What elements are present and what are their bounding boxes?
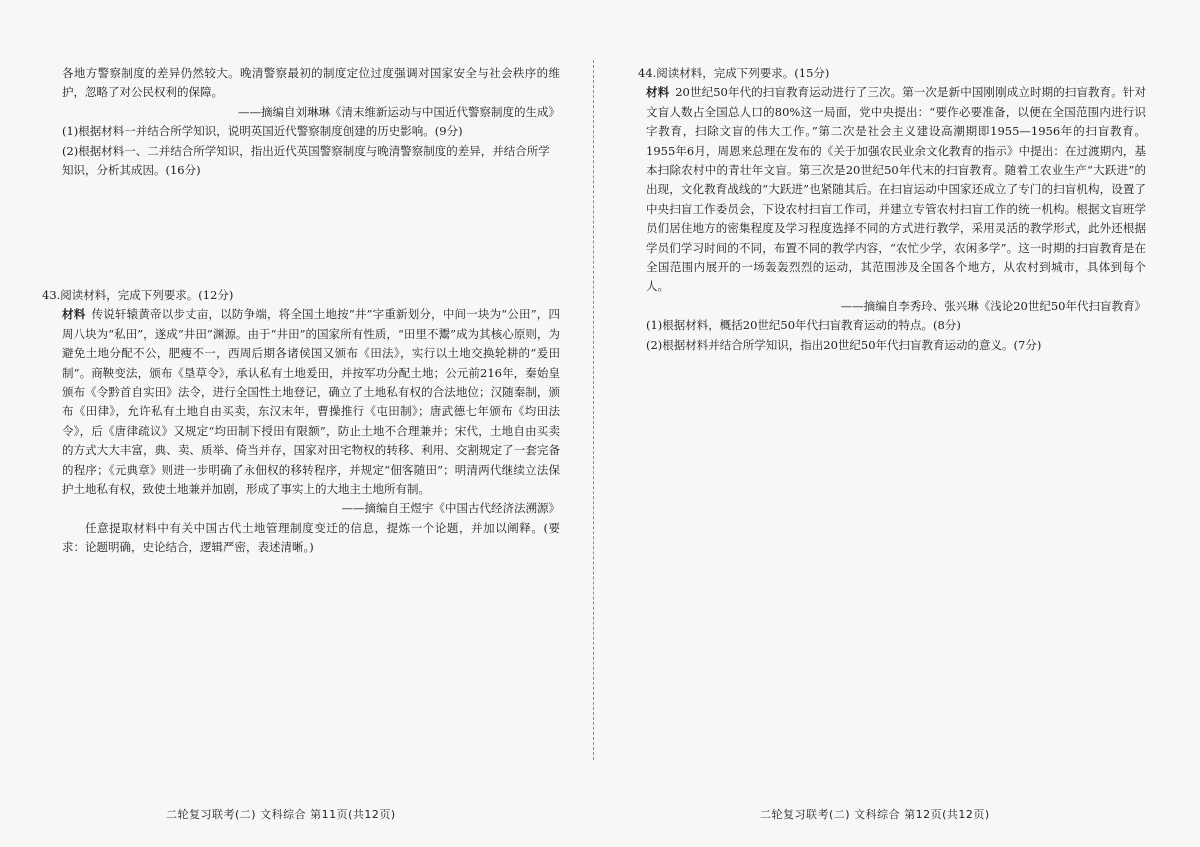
- right-page-footer: 二轮复习联考(二) 文科综合 第12页(共12页): [760, 808, 990, 821]
- question-43-body: [42, 305, 560, 557]
- left-continuation: [62, 64, 560, 180]
- question-44-body: [646, 83, 1146, 355]
- material-label: 材料: [646, 85, 670, 100]
- question-44-material: [646, 83, 1146, 296]
- question-44-heading: 44.阅读材料，完成下列要求。(15分): [638, 66, 830, 80]
- continuation-source: ——摘编自刘琳琳《清末维新运动与中国近代警察制度的生成》: [238, 104, 560, 119]
- question-43-material-text: 传说轩辕黄帝以步丈亩，以防争端，将全国土地按“井”字重新划分，中间一块为“公田”，四周八块为“私田”，遂成“井田”渊源。由于“井田”的国家所有性质，“田里不鬻”成为其核心原则，为避免土地分配不公，肥瘦不一，西周后期各诸侯国又颁布《田法》，实行以土地交换轮耕的“爰田制”。商鞅变法，颁布《垦草令》，承认私有土地爰田，并按军功分配土地；公元前216年，秦始皇颁布《令黔首自实田》法令，进行全国性土地登记，确立了土地私有权的合法地位；汉随秦制，颁布《田律》，允许私有土地自由买卖，东汉末年，曹操推行《屯田制》；唐武德七年颁布《均田法令》，后《唐律疏议》又规定“均田制下授田有限额”，防止土地不合理兼并；宋代，土地自由买卖的方式大大丰富，典、卖、质举、倚当并存，国家对田宅物权的转移、利用、交割规定了一套完备的程序；《元典章》则进一步明确了永佃权的移转程序，并规定“佃客随田”；明清两代继续立法保护土地私有权，致使土地兼并加剧，形成了事实上的大地主土地所有制。: [62, 307, 561, 497]
- continuation-question-1: (1)根据材料一并结合所学知识，说明英国近代警察制度创建的历史影响。(9分): [62, 124, 463, 139]
- question-43-source: ——摘编自王煜宇《中国古代经济法溯源》: [341, 501, 560, 516]
- continuation-text: 各地方警察制度的差异仍然较大。晚清警察最初的制度定位过度强调对国家安全与社会秩序的维护，忽略了对公民权利的保障。: [62, 66, 560, 100]
- question-44-material-text: 20世纪50年代的扫盲教育运动进行了三次。第一次是新中国刚刚成立时期的扫盲教育。针对文盲人数占全国总人口的80%这一局面，党中央提出：“要作必要准备，以便在全国范围内进行识字教育，扫除文盲的伟大工作。”第二次是社会主义建设高潮期即1955—1956年的扫盲教育。1955年6月，周恩来总理在发布的《关于加强农民业余文化教育的指示》中提出：在过渡期内，基本扫除农村中的青壮年文盲。第三次是20世纪50年代末的扫盲教育。随着工农业生产“大跃进”的出现，文化教育战线的“大跃进”也紧随其后。在扫盲运动中国家还成立了专门的扫盲机构，设置了中央扫盲工作委员会，下设农村扫盲工作司，并建立专管农村扫盲工作的统一机构。根据文盲班学员们居住地方的密集程度及学习程度选择不同的方式进行教学，采用灵活的教学形式，此外还根据学员们学习时间的不同，布置不同的教学内容，“农忙少学，农闲多学”。这一时期的扫盲教育是在全国范围内展开的一场轰轰烈烈的运动，其范围涉及全国各个地方，从农村到城市，具体到每个人。: [646, 85, 1146, 294]
- question-44-part-2: (2)根据材料并结合所学知识，指出20世纪50年代扫盲教育运动的意义。(7分): [646, 337, 1042, 352]
- question-44-source: ——摘编自李秀玲、张兴琳《浅论20世纪50年代扫盲教育》: [840, 298, 1146, 313]
- question-44-part-1: (1)根据材料，概括20世纪50年代扫盲教育运动的特点。(8分): [646, 318, 961, 333]
- question-43-material: [62, 305, 560, 499]
- question-43: [42, 286, 560, 558]
- question-44: [638, 64, 1146, 355]
- continuation-question-2: (2)根据材料一、二并结合所学知识，指出近代英国警察制度与晚清警察制度的差异，并结合所学知识，分析其成因。(16分): [62, 143, 550, 178]
- question-43-heading: 43.阅读材料，完成下列要求。(12分): [42, 288, 234, 302]
- left-page-footer: 二轮复习联考(二) 文科综合 第11页(共12页): [166, 808, 396, 821]
- question-43-task: 任意提取材料中有关中国古代土地管理制度变迁的信息，提炼一个论题，并加以阐释。(要求：论题明确，史论结合，逻辑严密，表述清晰。): [62, 520, 560, 555]
- page-fold-divider: [593, 60, 594, 760]
- material-label: 材料: [62, 307, 86, 322]
